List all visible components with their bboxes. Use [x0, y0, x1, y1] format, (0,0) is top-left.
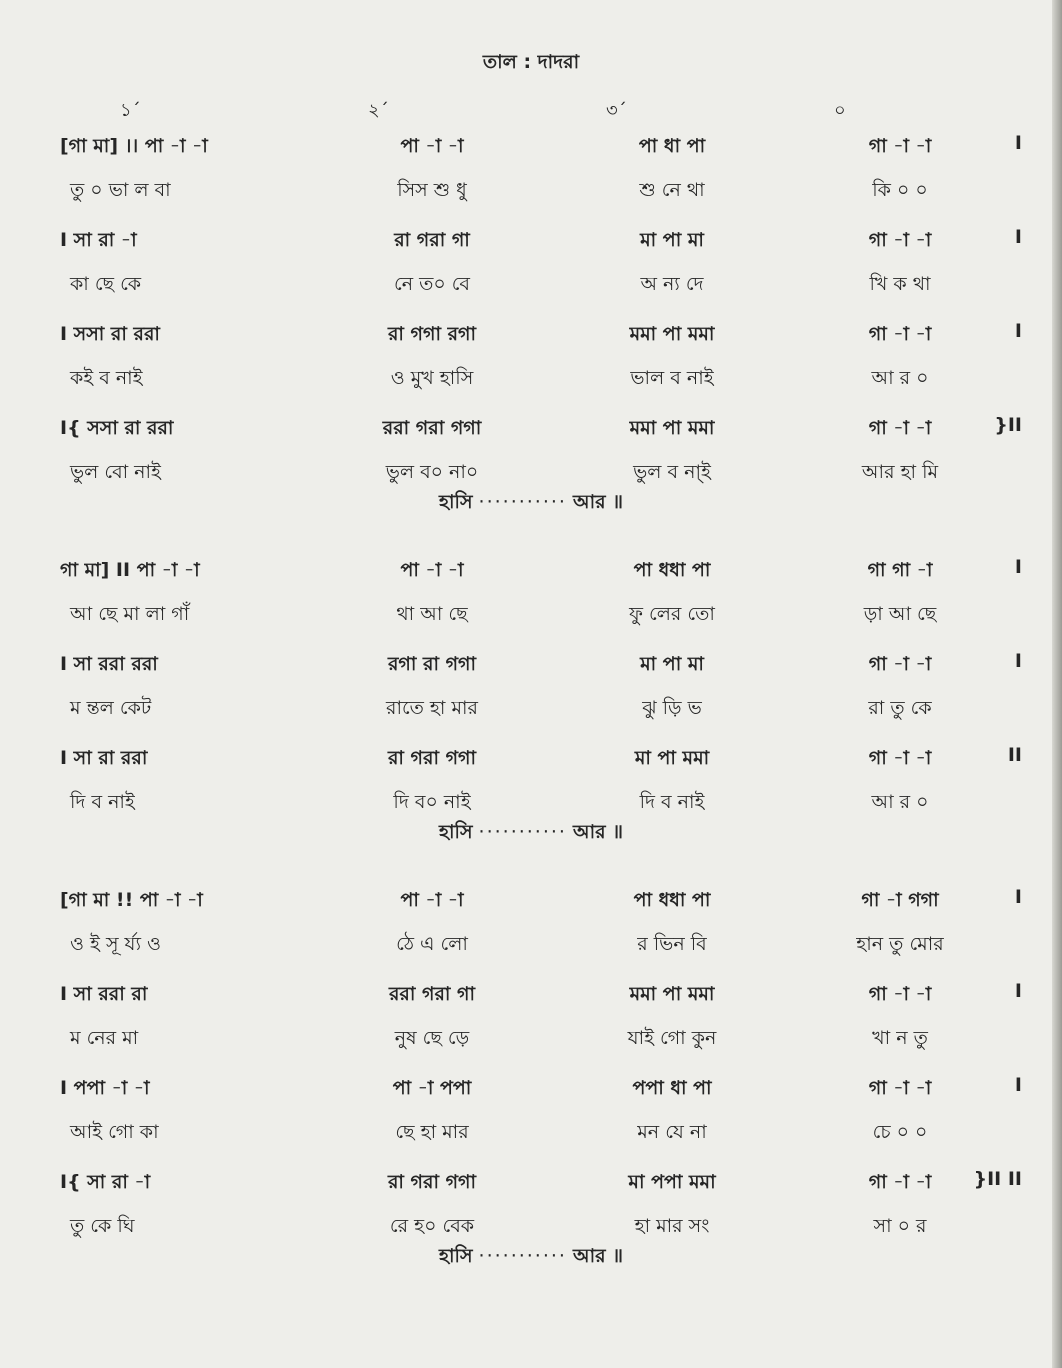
lyric-group: ও মুখ হাসি	[390, 367, 474, 389]
lyric-group: ভুল ব০ না০	[385, 461, 479, 483]
refrain-dots: ···········	[478, 821, 567, 843]
lyric-row	[0, 1212, 1062, 1244]
lyric-row	[0, 458, 1062, 490]
note-group: পা ধধা পা	[633, 559, 711, 581]
refrain-line	[0, 488, 1062, 520]
lyric-group: ছে হা মার	[395, 1121, 469, 1143]
bar-end-mark: }II	[994, 414, 1022, 436]
note-group: গা -া -া	[868, 417, 932, 439]
bar-end-mark: I	[1014, 650, 1022, 672]
page-title: তাল : দাদরা	[482, 51, 580, 73]
lyric-group: ফু লের তো	[629, 603, 715, 625]
note-group: রা গরা গগা	[387, 747, 477, 769]
note-group: I সা ররা ররা	[60, 653, 158, 675]
lyric-group: আ র ০	[871, 791, 929, 813]
notation-row	[0, 886, 1062, 918]
bar-end-mark: }II II	[973, 1168, 1022, 1190]
note-group: [গা মা] ।। পা -া -া	[60, 135, 208, 157]
lyric-group: আ ছে মা লা গাঁ	[70, 603, 190, 625]
note-group: মমা পা মমা	[629, 983, 715, 1005]
lyric-group: হা মার সং	[634, 1215, 710, 1237]
bar-end-mark: I	[1014, 226, 1022, 248]
note-group: পা -া পপা	[392, 1077, 472, 1099]
notation-row	[0, 556, 1062, 588]
note-group: I{ সসা রা ররা	[60, 417, 174, 439]
lyric-group: রে হ০ বেক	[389, 1215, 475, 1237]
lyric-group: খি ক থা	[869, 273, 931, 295]
lyric-group: ও ই সূ র্য্য ও	[70, 933, 162, 955]
lyric-group: হান তু মোর	[856, 933, 944, 955]
lyric-group: ঝু ড়ি ভ	[642, 697, 702, 719]
refrain-dots: ···········	[478, 491, 567, 513]
lyric-group: খা ন তু	[872, 1027, 928, 1049]
beat-marks	[0, 96, 1062, 122]
lyric-row	[0, 1024, 1062, 1056]
lyric-group: নে ত০ বে	[393, 273, 471, 295]
note-group: I{ সা রা -া	[60, 1171, 151, 1193]
note-group: গা -া -া	[868, 747, 932, 769]
notation-row	[0, 744, 1062, 776]
note-group: গা -া -া	[868, 229, 932, 251]
note-group: রগা রা গগা	[387, 653, 477, 675]
note-group: I সসা রা ররা	[60, 323, 160, 345]
note-group: I পপা -া -া	[60, 1077, 150, 1099]
note-group: মা পপা মমা	[628, 1171, 716, 1193]
refrain-start: হাসি	[439, 821, 473, 843]
lyric-group: দি ব০ নাই	[393, 791, 471, 813]
beat-mark-3: ৩´	[606, 100, 627, 121]
note-group: পা -া -া	[400, 889, 464, 911]
note-group: গা গা -া	[867, 559, 933, 581]
notation-row	[0, 1168, 1062, 1200]
lyric-group: সিস শু ধু	[397, 179, 467, 201]
note-group: মমা পা মমা	[629, 417, 715, 439]
notation-row	[0, 226, 1062, 258]
refrain-end: আর ॥	[572, 1245, 623, 1267]
bar-end-mark: II	[1007, 744, 1022, 766]
lyric-row	[0, 788, 1062, 820]
lyric-group: ম ন্তল কেট	[70, 697, 152, 719]
lyric-group: কি ০ ০	[872, 179, 928, 201]
refrain-end: আর ॥	[572, 821, 623, 843]
note-group: [গা মা !! পা -া -া	[60, 889, 203, 911]
notation-row	[0, 1074, 1062, 1106]
lyric-group: ড়া আ ছে	[863, 603, 937, 625]
note-group: রা গগা রগা	[387, 323, 477, 345]
refrain-dots: ···········	[478, 1245, 567, 1267]
note-group: মা পা মমা	[634, 747, 710, 769]
lyric-row	[0, 176, 1062, 208]
note-group: মা পা মা	[640, 653, 704, 675]
note-group: গা -া -া	[868, 1171, 932, 1193]
bar-end-mark: I	[1014, 132, 1022, 154]
note-group: পা ধধা পা	[633, 889, 711, 911]
note-group: I সা ররা রা	[60, 983, 148, 1005]
note-group: ররা গরা গা	[388, 983, 476, 1005]
lyric-group: শু নে থা	[639, 179, 705, 201]
notation-row	[0, 132, 1062, 164]
lyric-group: আই গো কা	[70, 1121, 159, 1143]
lyric-group: র ভিন বি	[637, 933, 707, 955]
lyric-row	[0, 694, 1062, 726]
lyric-group: সা ০ র	[873, 1215, 927, 1237]
notation-row	[0, 320, 1062, 352]
lyric-group: ভুল ব না্ই	[633, 461, 711, 483]
note-group: গা মা] II পা -া -া	[60, 559, 200, 581]
lyric-group: কা ছে কে	[70, 273, 142, 295]
bar-end-mark: I	[1014, 320, 1022, 342]
lyric-row	[0, 930, 1062, 962]
note-group: পপা ধা পা	[632, 1077, 712, 1099]
lyric-group: আর হা মি	[861, 461, 939, 483]
notation-row	[0, 980, 1062, 1012]
note-group: গা -া -া	[868, 135, 932, 157]
notation-row	[0, 650, 1062, 682]
lyric-group: ভুল বো নাই	[70, 461, 161, 483]
lyric-row	[0, 1118, 1062, 1150]
lyric-group: থা আ ছে	[396, 603, 468, 625]
note-group: পা -া -া	[400, 559, 464, 581]
note-group: রা গরা গগা	[387, 1171, 477, 1193]
lyric-group: চে ০ ০	[872, 1121, 928, 1143]
note-group: গা -া -া	[868, 983, 932, 1005]
note-group: পা ধা পা	[638, 135, 706, 157]
note-group: মা পা মা	[640, 229, 704, 251]
refrain-end: আর ॥	[572, 491, 623, 513]
note-group: I সা রা ররা	[60, 747, 148, 769]
note-group: গা -া -া	[868, 1077, 932, 1099]
beat-mark-2: ২´	[368, 100, 389, 121]
bar-end-mark: I	[1014, 886, 1022, 908]
bar-end-mark: I	[1014, 556, 1022, 578]
lyric-group: যাই গো কুন	[627, 1027, 717, 1049]
lyric-group: ঠে এ লো	[396, 933, 468, 955]
lyric-group: কই ব নাই	[70, 367, 143, 389]
beat-mark-1: ১´	[120, 100, 141, 121]
lyric-group: মন যে না	[637, 1121, 707, 1143]
note-group: গা -া -া	[868, 323, 932, 345]
lyric-row	[0, 364, 1062, 396]
lyric-group: আ র ০	[871, 367, 929, 389]
note-group: গা -া -া	[868, 653, 932, 675]
refrain-start: হাসি	[439, 1245, 473, 1267]
refrain-start: হাসি	[439, 491, 473, 513]
beat-mark-4: ০	[834, 100, 846, 121]
lyric-group: দি ব নাই	[639, 791, 705, 813]
lyric-group: নুষ ছে ড়ে	[394, 1027, 470, 1049]
note-group: পা -া -া	[400, 135, 464, 157]
lyric-row	[0, 270, 1062, 302]
note-group: ররা গরা গগা	[382, 417, 482, 439]
lyric-group: ম নের মা	[70, 1027, 139, 1049]
bar-end-mark: I	[1014, 980, 1022, 1002]
note-group: I সা রা -া	[60, 229, 137, 251]
notation-row	[0, 414, 1062, 446]
note-group: মমা পা মমা	[629, 323, 715, 345]
lyric-row	[0, 600, 1062, 632]
note-group: গা -া গগা	[861, 889, 939, 911]
refrain-line	[0, 1242, 1062, 1274]
refrain-line	[0, 818, 1062, 850]
lyric-group: রা তু কে	[868, 697, 932, 719]
lyric-group: ভাল ব নাই	[630, 367, 714, 389]
note-group: রা গরা গা	[394, 229, 470, 251]
lyric-group: দি ব নাই	[70, 791, 135, 813]
lyric-group: তু ০ ভা ল বা	[70, 179, 171, 201]
lyric-group: রাতে হা মার	[386, 697, 478, 719]
lyric-group: অ ন্য দে	[640, 273, 704, 295]
bar-end-mark: I	[1014, 1074, 1022, 1096]
lyric-group: তু কে ঘি	[70, 1215, 135, 1237]
